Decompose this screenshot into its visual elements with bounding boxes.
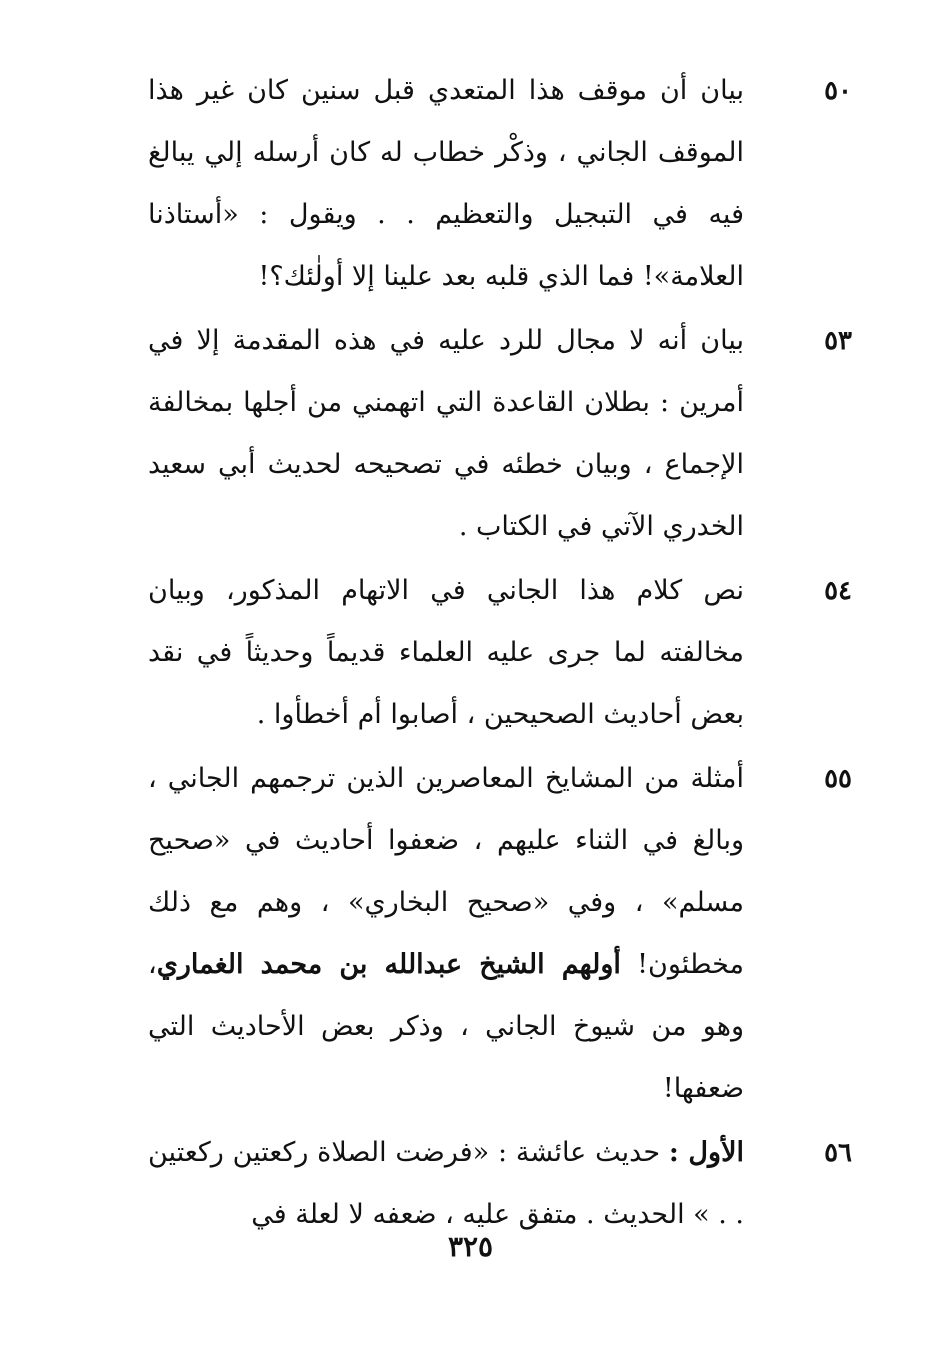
entry-page-number: ٥٤ [824,576,852,606]
entry-text: بيان أنه لا مجال للرد عليه في هذه المقدمة إلا في أمرين : بطلان القاعدة التي اتهمني من أجلها بمخالفة الإجماع ، وبيان خطئه في تصحيحه لحديث أبي سعيد الخدري الآتي في الكتاب . [148,325,744,542]
entry-description [148,560,744,746]
index-entry [148,310,856,558]
index-entries [148,60,856,1246]
index-entry [148,560,856,746]
entry-bold-text: أولهم الشيخ عبدالله بن محمد الغماري [156,949,621,980]
index-entry [148,60,856,308]
entry-tail-text: ، وهو من شيوخ الجاني ، وذكر بعض الأحاديث التي ضعفها! [148,949,744,1104]
entry-description [148,310,744,558]
entry-text: بيان أن موقف هذا المتعدي قبل سنين كان غير هذا الموقف الجاني ، وذكْر خطاب له كان أرسله إلي يبالغ فيه في التبجيل والتعظيم . . ويقول : «أستاذنا العلامة»! فما الذي قلبه بعد علينا إلا أولٰئك؟! [148,75,744,292]
entry-text: حديث عائشة : «فرضت الصلاة ركعتين ركعتين . . » الحديث . متفق عليه ، ضعفه لا لعلة في [148,1137,744,1230]
entry-page-number: ٥٥ [824,764,852,794]
index-entry [148,748,856,1120]
entry-page-number: ٥٦ [824,1138,852,1168]
entry-description [148,1122,744,1246]
index-entry [148,1122,856,1246]
page-number: ٣٢٥ [447,1230,494,1263]
entry-description [148,60,744,308]
entry-text: أمثلة من المشايخ المعاصرين الذين ترجمهم الجاني ، وبالغ في الثناء عليهم ، ضعفوا أحاديث في «صحيح مسلم» ، وفي «صحيح البخاري» ، وهم مع ذلك مخطئون! [148,763,744,980]
entry-text: نص كلام هذا الجاني في الاتهام المذكور، وبيان مخالفته لما جرى عليه العلماء قديماً وحديثاً في نقد بعض أحاديث الصحيحين ، أصابوا أم أخطأوا . [148,575,744,730]
entry-page-number: ٥٣ [824,326,852,356]
entry-lead: الأول : [668,1137,744,1168]
entry-page-number: ٥٠ [824,76,852,106]
entry-description [148,748,744,1120]
